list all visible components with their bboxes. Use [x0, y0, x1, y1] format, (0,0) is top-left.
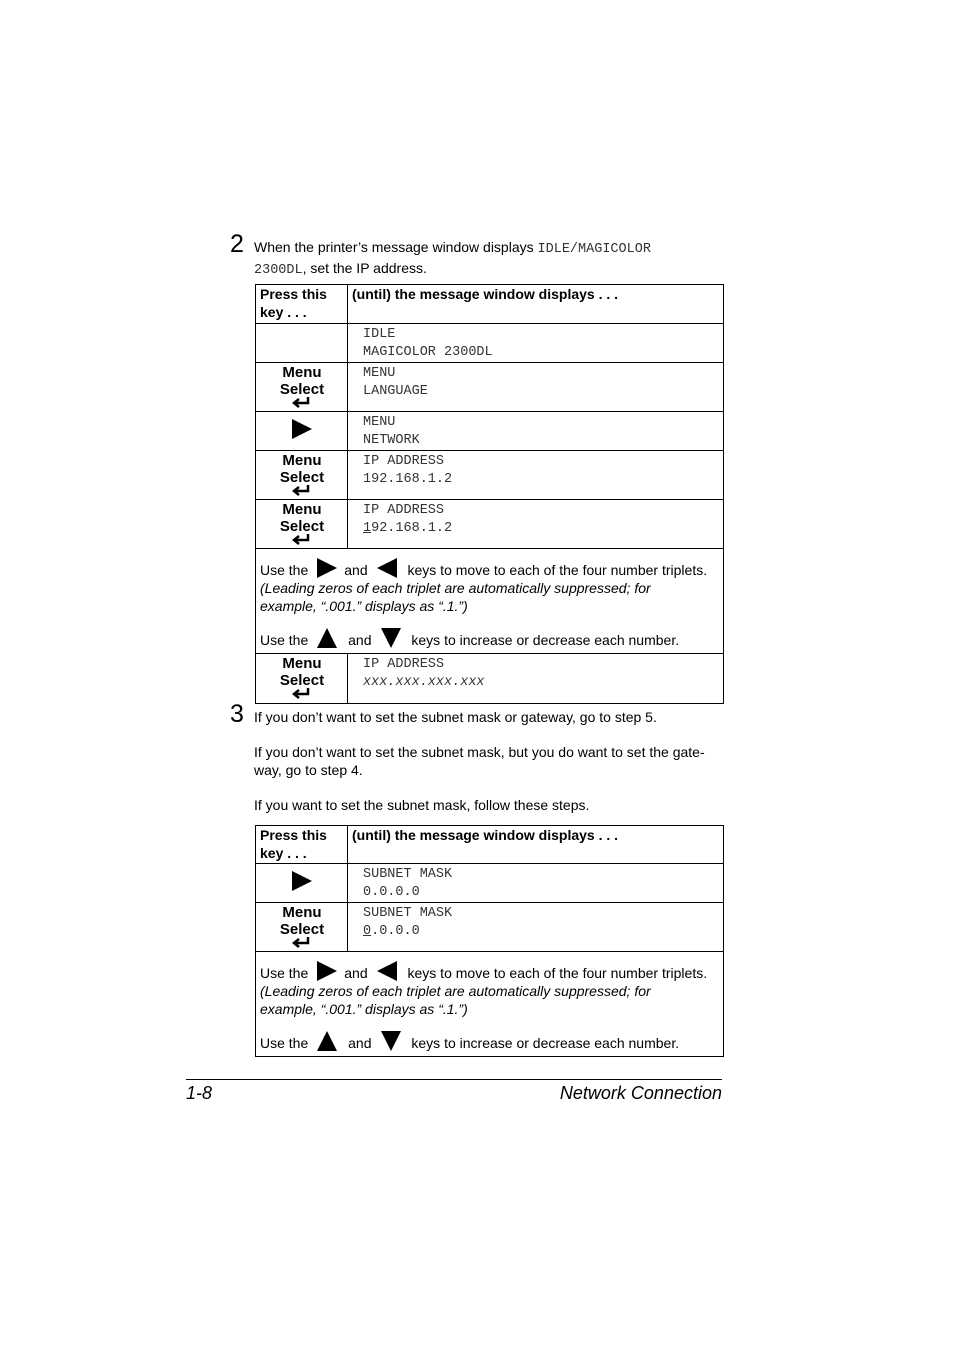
left-triangle-icon: [376, 960, 398, 982]
svg-text:Menu: Menu: [281, 655, 322, 672]
footer-rule: [186, 1079, 722, 1080]
step-number: 3: [230, 700, 244, 728]
menu-select-key: [256, 500, 348, 549]
menu-select-key-icon: [280, 655, 324, 699]
menu-select-key: [256, 654, 348, 704]
menu-select-key: [256, 451, 348, 500]
key-cell-empty: [256, 324, 348, 363]
down-triangle-icon: [380, 1030, 402, 1052]
display-cell: MENU NETWORK: [348, 412, 724, 451]
step3-paragraph-1: If you don’t want to set the subnet mask or gateway, go to step 5.: [254, 709, 657, 725]
header-key: Press this key . . .: [256, 285, 348, 324]
header-display: (until) the message window displays . . .: [348, 826, 724, 864]
svg-text:Menu: Menu: [281, 364, 322, 381]
display-cell: SUBNET MASK 0.0.0.0: [348, 864, 724, 903]
page-number: 1-8: [186, 1083, 213, 1103]
header-key: Press this key . . .: [256, 826, 348, 864]
key-table-ip: [255, 284, 724, 704]
display-cell: SUBNET MASK 0.0.0.0: [348, 903, 724, 952]
svg-text:Select: Select: [279, 469, 324, 486]
svg-text:Menu: Menu: [281, 452, 322, 469]
navigation-note: Use the and keys to move to each of the four number triplets. (Leading zeros of each triplet are automatically suppressed; for example, “.001.” displays as “.1.”) Use the and keys to increase or decrease each number.: [256, 549, 724, 654]
svg-text:Select: Select: [279, 381, 324, 398]
display-cell: MENU LANGUAGE: [348, 363, 724, 412]
up-triangle-icon: [316, 1030, 338, 1052]
right-arrow-key: [256, 864, 348, 903]
display-cell: IDLE MAGICOLOR 2300DL: [348, 324, 724, 363]
navigation-note: Use the and keys to move to each of the four number triplets. (Leading zeros of each triplet are automatically suppressed; for example, “.001.” displays as “.1.”) Use the and keys to increase or decrease each number.: [256, 952, 724, 1057]
right-triangle-icon: [290, 418, 314, 440]
left-triangle-icon: [376, 557, 398, 579]
step3-paragraph-2: If you don’t want to set the subnet mask, but you do want to set the gate- way, go to step 4.: [254, 744, 705, 778]
header-display: (until) the message window displays . . .: [348, 285, 724, 324]
right-arrow-key: [256, 412, 348, 451]
display-cell: IP ADDRESS 192.168.1.2: [348, 451, 724, 500]
svg-text:Menu: Menu: [281, 501, 322, 518]
right-triangle-icon: [316, 960, 338, 982]
display-cell: IP ADDRESS xxx.xxx.xxx.xxx: [348, 654, 724, 704]
menu-select-key: [256, 903, 348, 952]
menu-select-key-icon: [280, 452, 324, 496]
step3-paragraph-3: If you want to set the subnet mask, follow these steps.: [254, 797, 590, 813]
right-triangle-icon: [290, 870, 314, 892]
svg-text:Menu: Menu: [281, 904, 322, 921]
right-triangle-icon: [316, 557, 338, 579]
down-triangle-icon: [380, 627, 402, 649]
display-cell: IP ADDRESS 192.168.1.2: [348, 500, 724, 549]
svg-text:Select: Select: [279, 518, 324, 535]
up-triangle-icon: [316, 627, 338, 649]
menu-select-key-icon: [280, 904, 324, 948]
step-number: 2: [230, 230, 244, 258]
menu-select-key-icon: [280, 501, 324, 545]
svg-text:Select: Select: [279, 921, 324, 938]
step2-text: When the printer’s message window displays IDLE/MAGICOLOR 2300DL, set the IP address.: [254, 239, 651, 278]
menu-select-key: [256, 363, 348, 412]
key-table-subnet: [255, 825, 724, 1057]
svg-text:Select: Select: [279, 672, 324, 689]
chapter-title: Network Connection: [559, 1083, 722, 1103]
menu-select-key-icon: [280, 364, 324, 408]
